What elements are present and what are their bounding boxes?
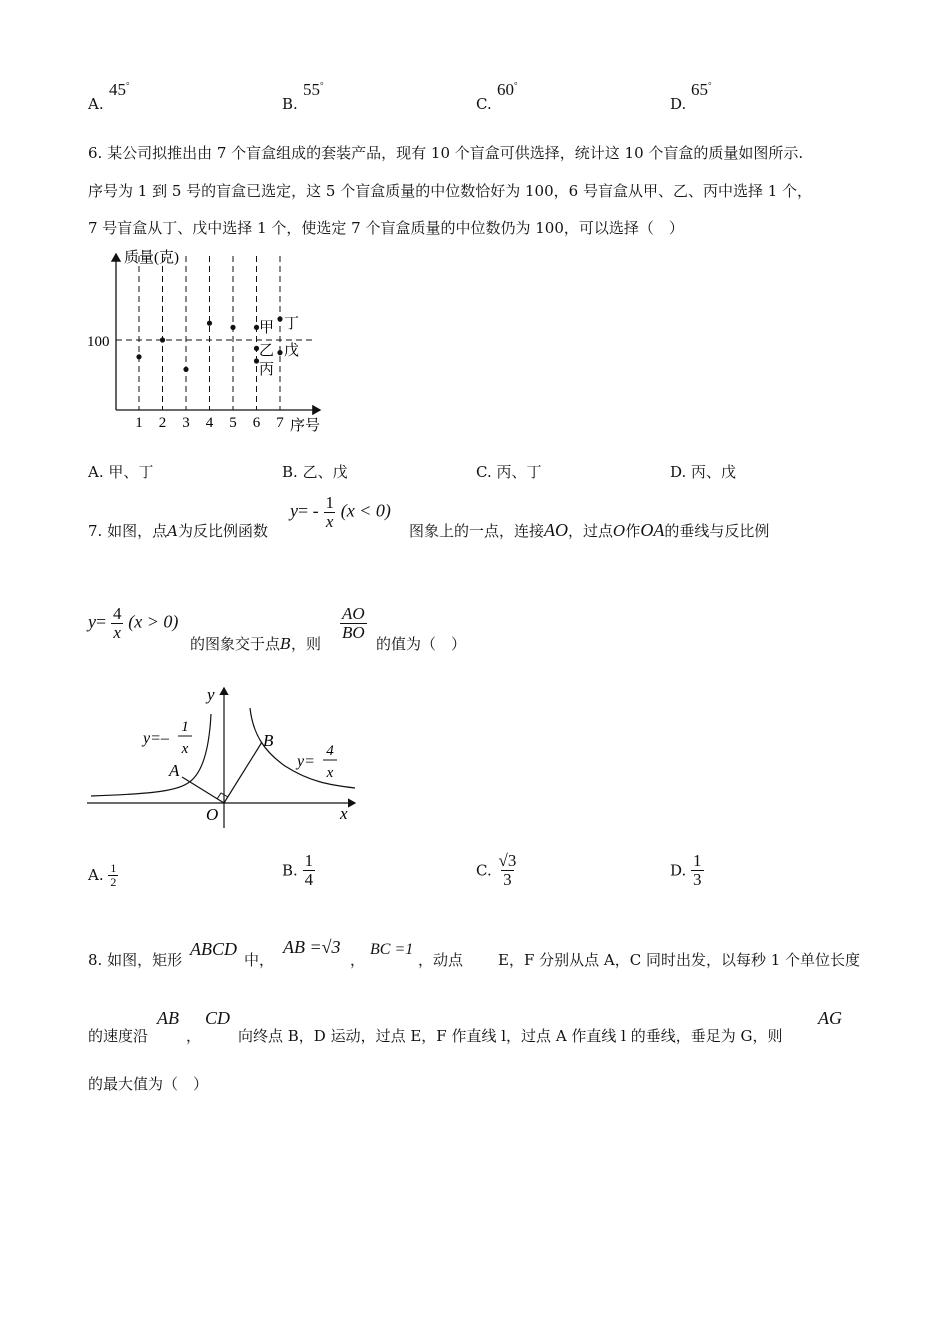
q6-data-point-3 — [183, 367, 188, 372]
q6-option-c-label: C. — [476, 463, 492, 481]
q7-fig-right-den: x — [326, 765, 334, 781]
q7-f1-eq: = - — [298, 500, 319, 521]
q7-prefix-text: 7. 如图，点 — [88, 522, 168, 540]
q7-fig-point-b: B — [263, 731, 274, 750]
q7-option-d-den: 3 — [693, 869, 702, 889]
q8-line-3: 的最大值为（ ） — [88, 1075, 209, 1093]
q6-option-b — [282, 461, 348, 482]
q8-text-3: ，动点 — [418, 951, 464, 969]
q6-option-a — [88, 461, 153, 482]
q6-y-ref-label: 100 — [87, 334, 110, 350]
q6-x-tick-6: 6 — [252, 415, 261, 431]
q7-fig-y-label: y — [207, 685, 215, 704]
q7-prefix — [88, 520, 268, 541]
q5-option-a-label: A. — [88, 95, 104, 113]
q7-text-6: 的图象交于点 — [190, 635, 281, 653]
q6-label-wu: 戊 — [284, 343, 300, 359]
q7-f1-condition: (x < 0) — [340, 500, 391, 521]
q7-option-b-fraction — [303, 852, 316, 889]
q7-text-4: 作 — [625, 522, 641, 540]
q6-x-tick-1: 1 — [135, 415, 143, 431]
q8-text-1: 中， — [244, 951, 275, 969]
q7-fig-origin: O — [206, 805, 219, 824]
q6-label-yi: 乙 — [259, 343, 275, 359]
q7-fig-point-a: A — [169, 761, 180, 780]
q6-option-a-label: A. — [88, 463, 104, 481]
q6-x-tick-7: 7 — [276, 415, 284, 431]
q6-label-ding: 丁 — [284, 316, 300, 332]
q6-x-tick-labels — [135, 415, 284, 431]
q7-text-8: 的值为（ ） — [376, 635, 467, 653]
q5-option-b-label: B. — [282, 95, 298, 113]
q7-option-d — [670, 852, 704, 889]
q5-b-number: 55 — [303, 80, 320, 99]
q6-x-tick-3: 3 — [182, 415, 190, 431]
q6-data-point-9 — [277, 316, 282, 321]
degree-symbol: ° — [708, 80, 712, 91]
q5-option-b-value — [303, 80, 324, 100]
q7-text-7: ，则 — [291, 635, 322, 653]
q6-option-d-label: D. — [670, 463, 687, 481]
q5-option-c-value — [497, 80, 518, 100]
q7-ratio-den: BO — [342, 622, 365, 642]
q7-f1-num: 1 — [325, 493, 334, 512]
q6-xlabel: 序号 — [290, 418, 321, 434]
q6-data-point-1 — [136, 354, 141, 359]
q7-ratio-fraction — [340, 605, 367, 642]
q7-point-a: A — [167, 522, 178, 540]
q7-segment-ob — [224, 742, 262, 803]
q7-option-c-label: C. — [476, 861, 492, 880]
q7-option-a-fraction — [108, 862, 118, 888]
q7-option-c-den: 3 — [503, 869, 512, 889]
q6-dashed-guides — [116, 256, 312, 410]
q6-ylabel: 质量(克) — [124, 250, 179, 266]
q7-option-b — [282, 852, 315, 889]
q7-f1-y: y — [290, 500, 298, 521]
q6-label-bing: 丙 — [259, 362, 275, 378]
q7-function-2 — [88, 605, 178, 642]
q6-label-jia: 甲 — [259, 320, 275, 336]
q8-l2-comma: ， — [186, 1027, 202, 1045]
q7-text-5: 的垂线与反比例 — [664, 522, 770, 540]
q5-option-c-label: C. — [476, 95, 492, 113]
q8-l2-rest: 向终点 B，D 运动，过点 E，F 作直线 l，过点 A 作直线 l 的垂线，垂足为 G，则 — [238, 1027, 783, 1045]
q8-line1-rest: E，F 分别从点 A，C 同时出发，以每秒 1 个单位长度 — [498, 951, 861, 969]
q7-segment-ao — [182, 777, 224, 803]
q7-f2-eq: = — [96, 611, 107, 632]
q7-figure — [85, 680, 365, 830]
q7-oa: OA — [640, 520, 665, 540]
q6-option-a-text: 甲、丁 — [108, 463, 154, 481]
q8-ab-eq: AB =√3 — [283, 937, 341, 957]
q7-option-b-label: B. — [282, 861, 298, 880]
q7-f2-den: x — [113, 622, 121, 642]
q7-point-b: B — [280, 635, 292, 653]
q7-option-c-num: √3 — [498, 851, 517, 870]
q7-f2-y: y — [88, 611, 96, 632]
q8-prefix: 8. 如图，矩形 — [88, 951, 183, 969]
q8-ag: AG — [818, 1008, 842, 1028]
q5-a-number: 45 — [109, 80, 126, 99]
q7-ao: AO — [544, 520, 569, 540]
q6-line-2: 序号为 1 到 5 号的盲盒已选定，这 5 个盲盒质量的中位数恰好为 100，6 号盲盒从甲、乙、丙中选择 1 个， — [88, 182, 813, 200]
q6-x-tick-5: 5 — [229, 415, 237, 431]
q5-option-d-value — [691, 80, 712, 100]
q7-option-a-label: A. — [88, 866, 104, 885]
q6-option-d-text: 丙、戊 — [691, 463, 737, 481]
q7-option-b-num: 1 — [304, 851, 314, 870]
q7-f2-fraction — [111, 605, 124, 642]
q7-option-d-num: 1 — [693, 851, 702, 870]
q7-option-c-fraction — [497, 852, 519, 889]
q7-f2-condition: (x > 0) — [128, 611, 179, 632]
q7-option-b-den: 4 — [304, 869, 314, 889]
q6-data-point-4 — [207, 321, 212, 326]
q6-option-c — [476, 461, 542, 482]
q6-option-d — [670, 461, 736, 482]
q6-data-point-2 — [160, 337, 165, 342]
q7-option-a-den: 2 — [110, 874, 117, 889]
q6-data-point-5 — [230, 325, 235, 330]
q6-line-3: 7 号盲盒从丁、戊中选择 1 个，使选定 7 个盲盒质量的中位数仍为 100，可以选择（ ） — [88, 219, 684, 237]
q7-ratio-num: AO — [342, 604, 365, 623]
q8-l2-prefix: 的速度沿 — [88, 1027, 149, 1045]
q8-abcd: ABCD — [190, 939, 237, 959]
q7-option-c — [476, 852, 518, 889]
q7-fig-left-prefix: y=– — [143, 730, 169, 747]
q8-ab: AB — [157, 1008, 179, 1028]
q7-text-3: ，过点 — [568, 522, 614, 540]
q7-text-6-wrap — [190, 633, 321, 654]
q7-line1-rest — [409, 520, 769, 541]
q5-c-number: 60 — [497, 80, 514, 99]
q6-x-tick-4: 4 — [205, 415, 214, 431]
q7-option-a-num: 1 — [110, 861, 117, 875]
q7-f2-num: 4 — [112, 604, 122, 623]
q7-fig-left-num: 1 — [181, 719, 189, 735]
q8-bc-eq: BC =1 — [370, 941, 414, 958]
q7-text-1: 为反比例函数 — [177, 522, 268, 540]
q5-d-number: 65 — [691, 80, 708, 99]
q8-text-2: ， — [350, 951, 366, 969]
q7-option-a — [88, 862, 118, 888]
degree-symbol: ° — [126, 80, 130, 91]
q7-option-d-label: D. — [670, 861, 687, 880]
degree-symbol: ° — [514, 80, 518, 91]
q8-cd: CD — [205, 1008, 231, 1028]
q7-f1-fraction — [323, 494, 336, 531]
q7-o: O — [613, 522, 626, 540]
q6-data-point-10 — [277, 350, 282, 355]
q6-option-b-label: B. — [282, 463, 298, 481]
q7-function-1 — [290, 494, 391, 531]
q7-fig-right-prefix: y= — [297, 753, 315, 770]
q5-option-d-label: D. — [670, 95, 687, 113]
q7-f1-den: x — [325, 511, 334, 531]
q6-line-1: 6. 某公司拟推出由 7 个盲盒组成的套装产品，现有 10 个盲盒可供选择，统计这 10 个盲盒的质量如图所示. — [88, 144, 804, 162]
q7-option-d-fraction — [691, 852, 704, 889]
q6-option-b-text: 乙、戊 — [302, 463, 348, 481]
q6-scatter-chart — [80, 242, 340, 442]
degree-symbol: ° — [320, 80, 324, 91]
q6-option-c-text: 丙、丁 — [496, 463, 542, 481]
q6-x-tick-2: 2 — [158, 415, 167, 431]
q7-fig-left-den: x — [181, 741, 189, 757]
q7-fig-x-label: x — [340, 804, 348, 823]
q7-fig-right-num: 4 — [326, 743, 334, 759]
q7-ratio — [340, 605, 367, 642]
q7-text-2: 图象上的一点，连接 — [409, 522, 545, 540]
q5-option-a-value — [109, 80, 130, 100]
